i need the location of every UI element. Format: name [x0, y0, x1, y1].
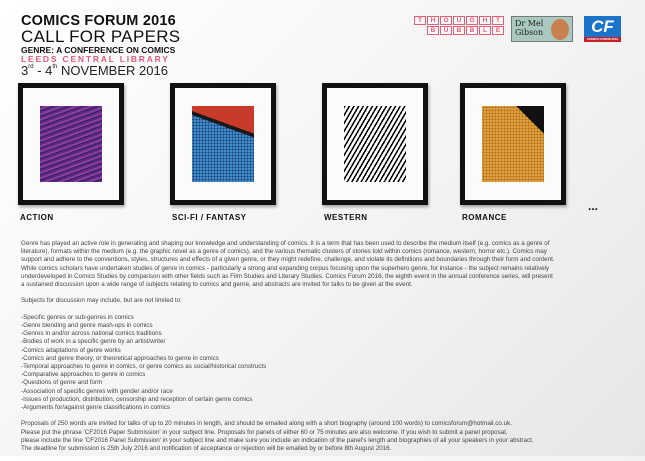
cf-logo-text: CF	[591, 17, 614, 36]
subject-item: -Comics and genre theory, or theoretical approaches to genre in comics	[21, 354, 219, 362]
conference-subtitle: GENRE: A CONFERENCE ON COMICS	[21, 44, 176, 55]
proposal-line: Proposals of 250 words are invited for talks of up to 20 minutes in length, and should be emailed along with a short biography (around 100 words) to comicsforum@hotmail.co.uk.	[21, 420, 512, 428]
thought-bubble-letter: E	[492, 26, 504, 35]
intro-line: Genre has played an active role in generating and shaping our knowledge and understanding of comics. It is a term that has been used to describe the medium itself (e.g. comics as a genre of	[21, 240, 550, 247]
proposal-line: The deadline for submission is 25th July 2016 and notification of acceptance or rejection will be emailed by or before 8th August 2016.	[21, 445, 392, 453]
thought-bubble-letter: B	[466, 26, 478, 35]
subject-item: -Temporal approaches to genre in comics, or genre comics as social/historical constructs	[21, 363, 267, 371]
thought-bubble-letter: U	[440, 26, 452, 35]
date-end: - 4	[33, 62, 53, 78]
event-title: COMICS FORUM 2016	[21, 13, 176, 29]
subject-item: -Comparative approaches to genre in comics	[21, 371, 146, 379]
subject-item: -Questions of genre and form	[21, 379, 103, 387]
genre-frame-scifi	[170, 83, 276, 205]
poster-header	[21, 14, 180, 77]
thought-bubble-letter: O	[440, 16, 452, 25]
genre-frame-western	[322, 83, 428, 205]
intro-line: support and adhere to the conventions, styles, structures and effects of a given genre, or they might redefine, challenge, and violate its definitions and boundaries through their form and content.	[21, 256, 555, 264]
action-artwork	[40, 106, 102, 182]
date-month-year: NOVEMBER 2016	[57, 62, 168, 78]
intro-line: literature), formats within the medium (e.g. the graphic novel as a genre of comics), and the various thematic clusters of stories told within comics (romance, western, horror etc.). Comics may	[21, 248, 547, 256]
thought-bubble-letter: U	[453, 16, 465, 25]
thought-bubble-letter: T	[492, 16, 504, 25]
genre-label-western: WESTERN	[324, 213, 368, 222]
genre-frame-action	[18, 83, 124, 205]
date-start-suffix: rd	[28, 63, 34, 70]
thought-bubble-letter: B	[453, 26, 465, 35]
western-artwork	[344, 106, 406, 182]
subject-item: -Specific genres or sub-genres in comics	[21, 313, 134, 321]
date-start: 3	[21, 62, 29, 78]
genre-label-romance: ROMANCE	[462, 213, 507, 222]
proposals-paragraph	[21, 420, 636, 453]
venue: LEEDS CENTRAL LIBRARY	[21, 54, 170, 64]
thought-bubble-letter: H	[479, 16, 491, 25]
subject-item: -Genre blending and genre mash-ups in comics	[21, 322, 153, 329]
subject-item: -Bodies of work in a specific genre by an artist/writer	[21, 338, 166, 346]
intro-line: While comics scholars have undertaken studies of genre in comics - particularly a strong and expanding corpus focusing upon the superhero genre, for instance - the subject remains relatively	[21, 264, 550, 272]
intro-line: underdeveloped in Comics Studies by comparison with other fields such as Film Studies and Literary Studies. Comics Forum 2016, the eighth event in the annual conference series, will present	[21, 272, 553, 280]
call-text	[21, 240, 636, 461]
thought-bubble-letter: L	[479, 26, 491, 35]
comics-forum-logo	[584, 16, 621, 42]
thought-bubble-letter: B	[427, 26, 439, 35]
intro-line: a sustained discussion upon a wide range of subjects relating to comics and genre, and abstracts are invited for talks to be given at the event.	[21, 281, 413, 289]
more-genres-ellipsis: ...	[588, 199, 599, 213]
thought-bubble-logo	[414, 16, 504, 38]
subject-item: -Issues of production, distribution, censorship and reception of certain genre comics	[21, 395, 253, 403]
thought-bubble-letter: G	[466, 16, 478, 25]
subjects-list	[21, 314, 636, 412]
genre-label-action: ACTION	[20, 213, 54, 222]
proposal-line: Please put the phrase 'CF2016 Paper Submission' in your subject line. Proposals for panels of either 60 or 75 minutes are also welcome. If you wish to submit a panel proposal,	[21, 428, 508, 436]
genre-frame-romance	[460, 83, 566, 205]
subject-item: -Comics adaptations of genre works	[21, 346, 121, 354]
subject-item: -Genres in and/or across national comics traditions	[21, 330, 162, 338]
subjects-intro: Subjects for discussion may include, but are not limited to:	[21, 297, 182, 305]
subject-item: -Association of specific genres with gender and/or race	[21, 387, 173, 395]
date-end-suffix: th	[52, 63, 58, 70]
event-dates	[21, 64, 180, 77]
call-for-papers-title: CALL FOR PAPERS	[21, 26, 181, 46]
intro-paragraph	[21, 240, 636, 289]
subject-item: -Arguments for/against genre classifications in comics	[21, 404, 171, 412]
scifi-artwork	[192, 106, 254, 182]
mel-gibson-logo: Dr Mel Gibson	[511, 16, 573, 42]
genre-label-scifi: SCI-FI / FANTASY	[172, 213, 247, 222]
romance-artwork	[482, 106, 544, 182]
thought-bubble-letter: H	[427, 16, 439, 25]
proposal-line: please include the line 'CF2016 Panel Submission' in your subject line and make sure you include an indication of the panel's length and biographies of all your speakers in your abstract.	[21, 436, 534, 444]
thought-bubble-letter: T	[414, 16, 426, 25]
cf-logo-subtext: COMICS FORUM 2016	[584, 37, 621, 42]
